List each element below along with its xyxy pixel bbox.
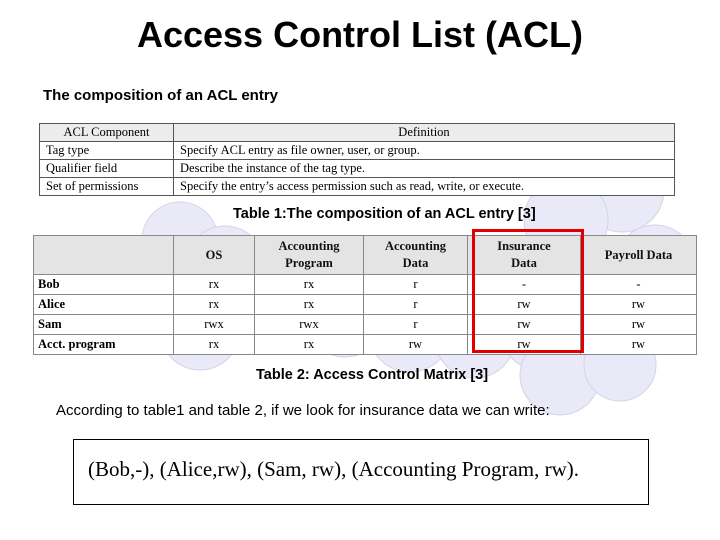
table-cell: rwx: [255, 315, 364, 335]
table-cell: r: [364, 315, 468, 335]
table-cell: rw: [364, 335, 468, 355]
table-cell: rw: [468, 295, 581, 315]
table-cell: Specify the entry’s access permission such as read, write, or execute.: [174, 178, 675, 196]
table-cell: rw: [581, 295, 697, 315]
table-cell: rx: [174, 295, 255, 315]
table-cell: r: [364, 275, 468, 295]
table-cell: Specify ACL entry as file owner, user, or group.: [174, 142, 675, 160]
table-cell: -: [468, 275, 581, 295]
row-header: Bob: [34, 275, 174, 295]
page-title: Access Control List (ACL): [136, 14, 584, 55]
table-row: [34, 295, 697, 315]
result-box: [73, 439, 649, 505]
table-cell: Set of permissions: [40, 178, 174, 196]
section-subtitle: The composition of an ACL entry: [43, 87, 279, 104]
row-header: Alice: [34, 295, 174, 315]
table-header-cell: Definition: [174, 124, 675, 142]
row-header: Sam: [34, 315, 174, 335]
table-row: [34, 335, 697, 355]
table-row: [40, 178, 675, 196]
table-cell: rw: [468, 315, 581, 335]
table-row: [40, 160, 675, 178]
table-cell: rw: [468, 335, 581, 355]
table-cell: rx: [255, 295, 364, 315]
explanation-text: According to table1 and table 2, if we look for insurance data we can write:: [56, 402, 550, 419]
table-cell: rx: [255, 335, 364, 355]
table-header-row: [34, 236, 697, 275]
table-row: [34, 275, 697, 295]
table2-caption: Table 2: Access Control Matrix [3]: [256, 367, 489, 383]
table1-caption: Table 1:The composition of an ACL entry [3]: [233, 206, 536, 222]
row-header: Acct. program: [34, 335, 174, 355]
table-cell: Qualifier field: [40, 160, 174, 178]
table-cell: Tag type: [40, 142, 174, 160]
table-header-cell: Payroll Data: [581, 236, 697, 275]
table-cell: Describe the instance of the tag type.: [174, 160, 675, 178]
table-header-row: [40, 124, 675, 142]
table-header-cell: OS: [174, 236, 255, 275]
table-cell: rx: [174, 275, 255, 295]
table-cell: -: [581, 275, 697, 295]
table-header-cell: [34, 236, 174, 275]
table-row: [34, 315, 697, 335]
table-cell: r: [364, 295, 468, 315]
result-text: (Bob,-), (Alice,rw), (Sam, rw), (Accounting Program, rw).: [88, 457, 580, 481]
table-header-cell: Insurance Data: [468, 236, 581, 275]
table-header-cell: ACL Component: [40, 124, 174, 142]
table-header-cell: Accounting Data: [364, 236, 468, 275]
access-control-matrix: [33, 235, 697, 355]
acl-composition-table: [39, 123, 675, 196]
table-cell: rx: [174, 335, 255, 355]
insurance-data-highlight-box: [472, 229, 584, 353]
table-cell: rwx: [174, 315, 255, 335]
table-cell: rw: [581, 335, 697, 355]
table-row: [40, 142, 675, 160]
table-header-cell: Accounting Program: [255, 236, 364, 275]
table-cell: rx: [255, 275, 364, 295]
table-cell: rw: [581, 315, 697, 335]
